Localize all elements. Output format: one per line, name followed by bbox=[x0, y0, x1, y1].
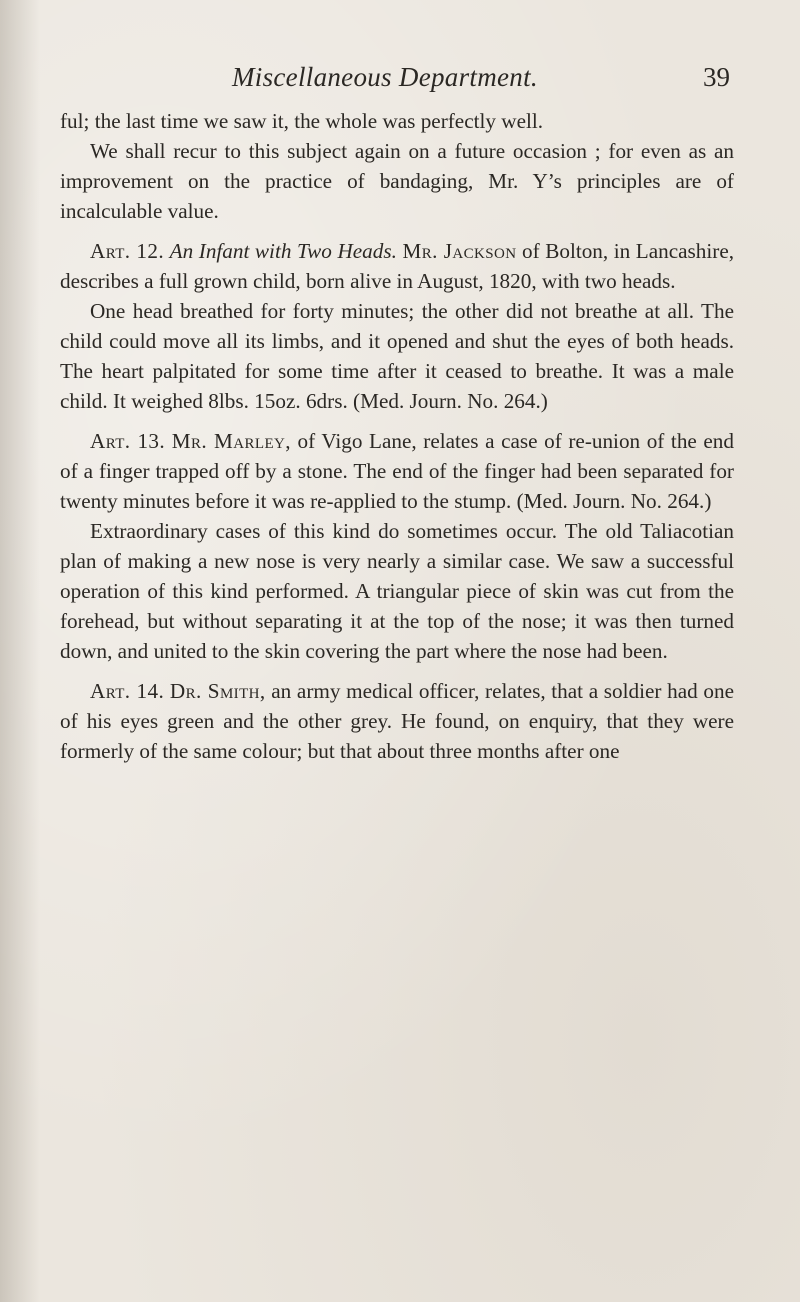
article-12-author: Mr. Jackson bbox=[402, 239, 517, 263]
paragraph-taliacotian: Extraordinary cases of this kind do sometimes occur. The old Taliacotian plan of making a new nose is very nearly a similar case. We saw a successful operation of this kind performed. A triangular piece of skin was cut from the forehead, but without separating it at the top of the nose; it was then turned down, and united to the skin covering the part where the nose had been. bbox=[60, 519, 734, 663]
page-number: 39 bbox=[703, 62, 730, 92]
article-13 bbox=[60, 426, 734, 516]
article-12 bbox=[60, 236, 734, 296]
article-13-author: Mr. Marley, bbox=[171, 429, 291, 453]
paragraph-two-heads-detail: One head breathed for forty minutes; the other did not breathe at all. The child could move all its limbs, and it opened and shut the eyes of both heads. The heart palpitated for some time after it ceased to breathe. It was a male child. It weighed 8lbs. 15oz. 6drs. (Med. Journ. No. 264.) bbox=[60, 299, 734, 413]
article-13-text: of Vigo Lane, relates a case of re-union of the end of a finger trapped off by a stone. The end of the finger had been separated for twenty minutes before it was re-applied to the stump. (Med. Journ. No. 264.) bbox=[60, 429, 734, 513]
article-14-label: Art. 14. bbox=[90, 679, 165, 703]
article-14-author: Dr. Smith, bbox=[169, 679, 266, 703]
article-14 bbox=[60, 676, 734, 766]
running-head: Miscellaneous Department. bbox=[232, 62, 538, 92]
paragraph-continuation: ful; the last time we saw it, the whole was perfectly well. bbox=[60, 109, 544, 133]
binding-shadow bbox=[0, 0, 40, 1302]
article-12-title: An Infant with Two Heads. bbox=[169, 239, 397, 263]
paragraph-recur: We shall recur to this subject again on a future occasion ; for even as an improvement on the practice of bandaging, Mr. Y’s principles are of incalculable value. bbox=[60, 139, 734, 223]
article-14-text: an army medical officer, relates, that a soldier had one of his eyes green and the other grey. He found, on enquiry, that they were formerly of the same colour; but that about three months after one bbox=[60, 679, 734, 763]
article-12-text: of Bolton, in Lancashire, describes a full grown child, born alive in August, 1820, with two heads. bbox=[60, 239, 735, 293]
page-body bbox=[60, 106, 734, 766]
article-12-label: Art. 12. bbox=[90, 239, 165, 263]
article-13-label: Art. 13. bbox=[90, 429, 166, 453]
page-header bbox=[60, 62, 730, 102]
